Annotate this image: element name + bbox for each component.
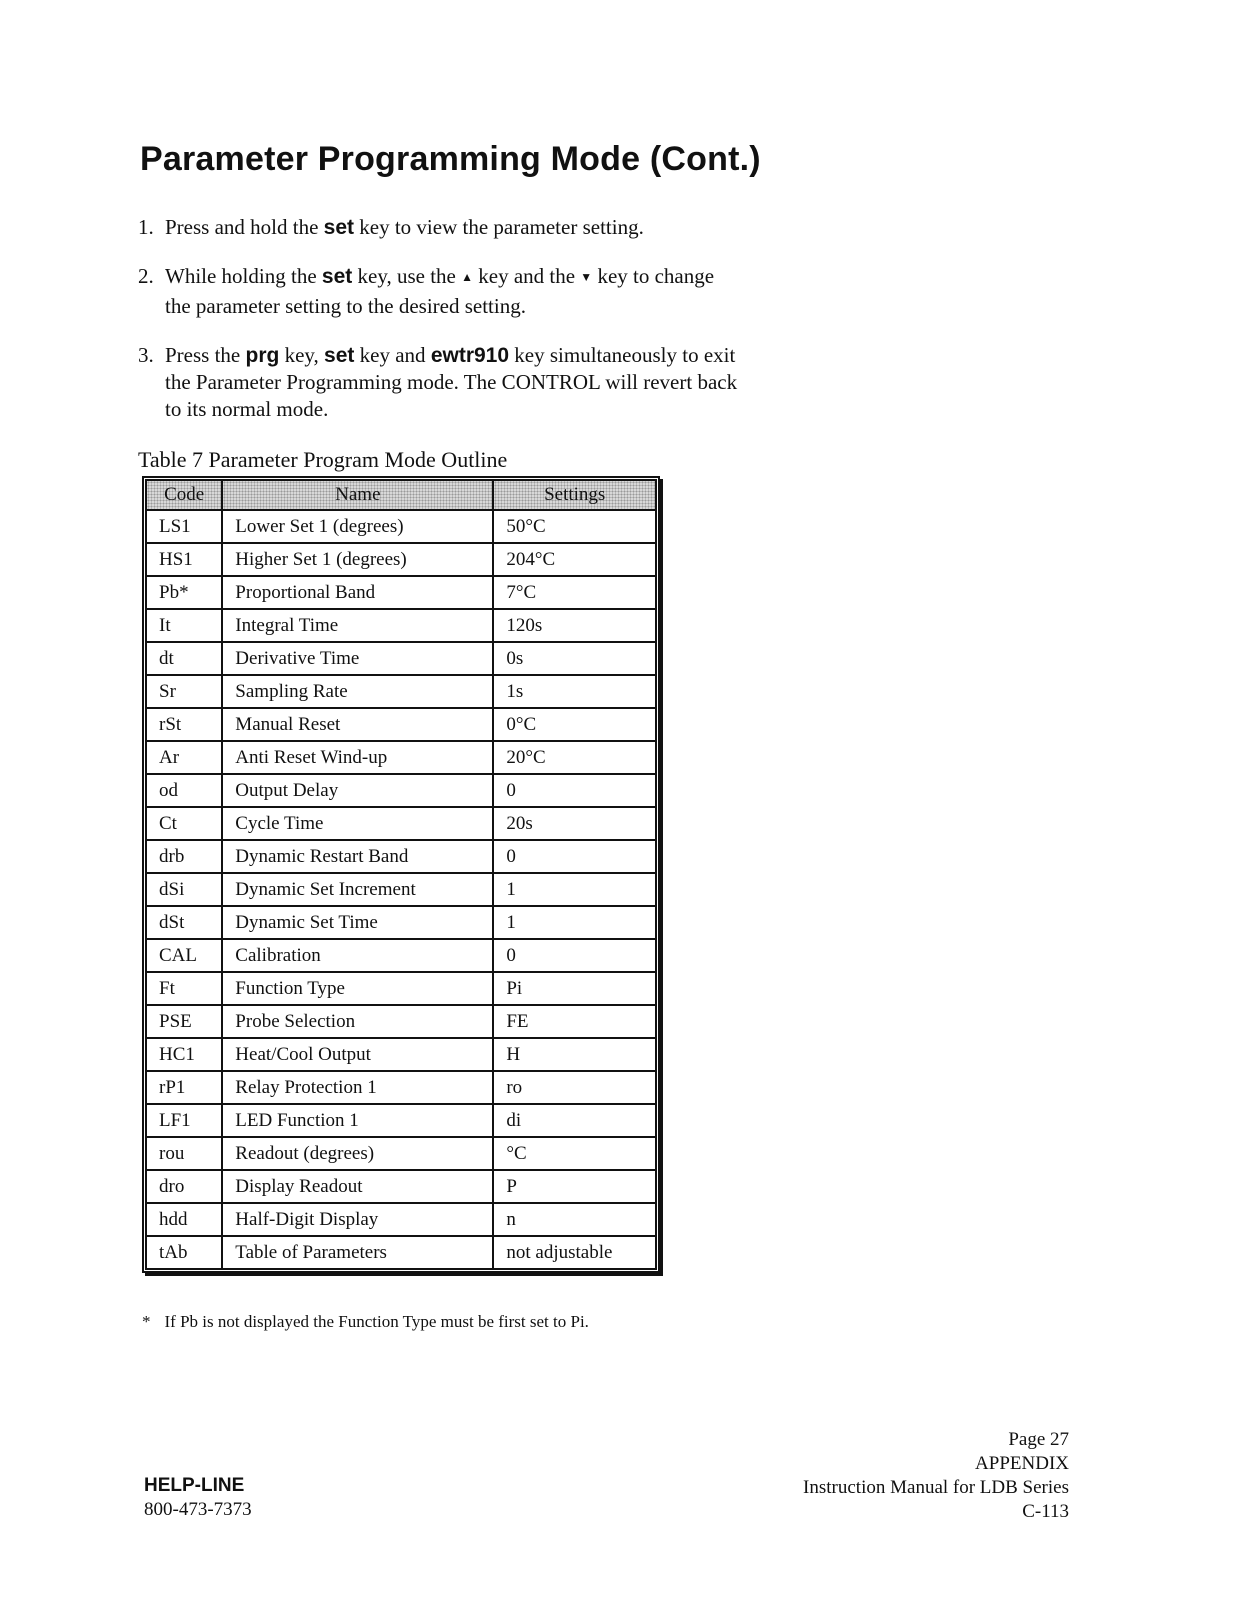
text-run: While holding the bbox=[165, 264, 322, 288]
cell-code: drb bbox=[146, 840, 222, 873]
table-row bbox=[146, 1137, 656, 1170]
cell-name: Function Type bbox=[222, 972, 493, 1005]
cell-code: HS1 bbox=[146, 543, 222, 576]
cell-setting: ro bbox=[493, 1071, 656, 1104]
table-header-row bbox=[146, 480, 656, 510]
down-arrow-icon: ▼ bbox=[580, 270, 593, 284]
section-name: APPENDIX bbox=[975, 1453, 1069, 1474]
cell-name: Heat/Cool Output bbox=[222, 1038, 493, 1071]
cell-setting: °C bbox=[493, 1137, 656, 1170]
table-row bbox=[146, 906, 656, 939]
cell-code: PSE bbox=[146, 1005, 222, 1038]
cell-name: Sampling Rate bbox=[222, 675, 493, 708]
cell-code: LF1 bbox=[146, 1104, 222, 1137]
table-footnote bbox=[142, 1312, 589, 1332]
cell-name: Cycle Time bbox=[222, 807, 493, 840]
cell-code: Sr bbox=[146, 675, 222, 708]
text-run: key, bbox=[279, 343, 325, 367]
header-code: Code bbox=[146, 480, 222, 510]
cell-setting: 0°C bbox=[493, 708, 656, 741]
step-number: 2. bbox=[138, 264, 154, 288]
cell-code: rou bbox=[146, 1137, 222, 1170]
helpline bbox=[144, 1475, 252, 1521]
step-number: 3. bbox=[138, 343, 154, 367]
up-arrow-icon: ▲ bbox=[461, 270, 473, 284]
text-run: key to view the parameter setting. bbox=[354, 215, 644, 239]
text-run: key and bbox=[354, 343, 431, 367]
table-row bbox=[146, 939, 656, 972]
step-text bbox=[165, 263, 738, 320]
step-3 bbox=[138, 342, 738, 423]
cell-setting: FE bbox=[493, 1005, 656, 1038]
table-row bbox=[146, 609, 656, 642]
step-text bbox=[165, 342, 738, 423]
cell-code: rP1 bbox=[146, 1071, 222, 1104]
parameter-table-frame bbox=[142, 476, 660, 1273]
cell-setting: not adjustable bbox=[493, 1236, 656, 1269]
key-name-set: set bbox=[324, 344, 355, 367]
table-row bbox=[146, 1104, 656, 1137]
cell-name: Calibration bbox=[222, 939, 493, 972]
cell-name: Lower Set 1 (degrees) bbox=[222, 510, 493, 543]
key-name-set: set bbox=[321, 265, 353, 288]
cell-name: Derivative Time bbox=[222, 642, 493, 675]
table-row bbox=[146, 576, 656, 609]
cell-setting: 204°C bbox=[493, 543, 656, 576]
cell-setting: 1 bbox=[493, 873, 656, 906]
cell-code: hdd bbox=[146, 1203, 222, 1236]
helpline-phone: 800-473-7373 bbox=[144, 1499, 252, 1520]
table-row bbox=[146, 741, 656, 774]
text-run: key, use the bbox=[352, 264, 462, 288]
table-row bbox=[146, 543, 656, 576]
table-row bbox=[146, 708, 656, 741]
cell-code: Ar bbox=[146, 741, 222, 774]
table-row bbox=[146, 972, 656, 1005]
key-name-ewtr910: ewtr910 bbox=[430, 344, 510, 367]
table-row bbox=[146, 675, 656, 708]
cell-name: Table of Parameters bbox=[222, 1236, 493, 1269]
text-run: key to change the parameter setting to the desired setting. bbox=[165, 264, 715, 318]
cell-code: od bbox=[146, 774, 222, 807]
table-row bbox=[146, 1236, 656, 1269]
page-code: C-113 bbox=[1022, 1501, 1069, 1522]
cell-name: Output Delay bbox=[222, 774, 493, 807]
cell-name: Relay Protection 1 bbox=[222, 1071, 493, 1104]
table-row bbox=[146, 807, 656, 840]
cell-setting: 20s bbox=[493, 807, 656, 840]
cell-code: CAL bbox=[146, 939, 222, 972]
cell-code: tAb bbox=[146, 1236, 222, 1269]
cell-setting: 20°C bbox=[493, 741, 656, 774]
cell-setting: 0 bbox=[493, 939, 656, 972]
table-row bbox=[146, 642, 656, 675]
table-row bbox=[146, 1203, 656, 1236]
cell-code: dSi bbox=[146, 873, 222, 906]
footnote-text: If Pb is not displayed the Function Type must be first set to Pi. bbox=[164, 1312, 589, 1331]
cell-setting: 120s bbox=[493, 609, 656, 642]
cell-name: Half-Digit Display bbox=[222, 1203, 493, 1236]
page-info bbox=[803, 1428, 1069, 1524]
cell-code: HC1 bbox=[146, 1038, 222, 1071]
cell-setting: 0s bbox=[493, 642, 656, 675]
cell-name: Probe Selection bbox=[222, 1005, 493, 1038]
table-row bbox=[146, 1005, 656, 1038]
cell-code: LS1 bbox=[146, 510, 222, 543]
table-row bbox=[146, 1071, 656, 1104]
table-body bbox=[146, 510, 656, 1269]
cell-code: It bbox=[146, 609, 222, 642]
cell-setting: n bbox=[493, 1203, 656, 1236]
cell-code: rSt bbox=[146, 708, 222, 741]
cell-name: Dynamic Set Time bbox=[222, 906, 493, 939]
text-run: Press the bbox=[165, 343, 246, 367]
instruction-steps bbox=[138, 214, 738, 445]
cell-name: Dynamic Restart Band bbox=[222, 840, 493, 873]
cell-name: Anti Reset Wind-up bbox=[222, 741, 493, 774]
cell-setting: 50°C bbox=[493, 510, 656, 543]
table-row bbox=[146, 1170, 656, 1203]
table-row bbox=[146, 873, 656, 906]
cell-setting: 1 bbox=[493, 906, 656, 939]
header-settings: Settings bbox=[493, 480, 656, 510]
step-text bbox=[165, 214, 738, 241]
cell-setting: 0 bbox=[493, 840, 656, 873]
step-1 bbox=[138, 214, 738, 241]
key-name-prg: prg bbox=[245, 344, 280, 367]
cell-name: Dynamic Set Increment bbox=[222, 873, 493, 906]
cell-setting: di bbox=[493, 1104, 656, 1137]
cell-name: Higher Set 1 (degrees) bbox=[222, 543, 493, 576]
cell-code: Ct bbox=[146, 807, 222, 840]
cell-setting: 1s bbox=[493, 675, 656, 708]
cell-name: Proportional Band bbox=[222, 576, 493, 609]
text-run: key simultaneously to exit the Parameter Programming mode. The CONTROL will revert back to its normal mode. bbox=[165, 343, 738, 421]
cell-name: Manual Reset bbox=[222, 708, 493, 741]
cell-setting: H bbox=[493, 1038, 656, 1071]
cell-name: Integral Time bbox=[222, 609, 493, 642]
header-name: Name bbox=[222, 480, 493, 510]
page-number: Page 27 bbox=[1008, 1429, 1069, 1450]
step-2 bbox=[138, 263, 738, 320]
table-row bbox=[146, 1038, 656, 1071]
text-run: key and the bbox=[473, 264, 581, 288]
parameter-table bbox=[145, 479, 657, 1270]
table-caption: Table 7 Parameter Program Mode Outline bbox=[138, 447, 508, 472]
cell-setting: 7°C bbox=[493, 576, 656, 609]
cell-code: dro bbox=[146, 1170, 222, 1203]
cell-code: Ft bbox=[146, 972, 222, 1005]
step-number: 1. bbox=[138, 215, 154, 239]
key-name-set: set bbox=[323, 216, 355, 239]
cell-setting: P bbox=[493, 1170, 656, 1203]
page-title: Parameter Programming Mode (Cont.) bbox=[140, 140, 761, 178]
manual-title: Instruction Manual for LDB Series bbox=[803, 1477, 1069, 1498]
table-row bbox=[146, 840, 656, 873]
table-row bbox=[146, 510, 656, 543]
cell-name: Readout (degrees) bbox=[222, 1137, 493, 1170]
table-row bbox=[146, 774, 656, 807]
cell-setting: Pi bbox=[493, 972, 656, 1005]
cell-name: LED Function 1 bbox=[222, 1104, 493, 1137]
cell-code: Pb* bbox=[146, 576, 222, 609]
cell-setting: 0 bbox=[493, 774, 656, 807]
helpline-label: HELP-LINE bbox=[144, 1475, 245, 1496]
cell-code: dSt bbox=[146, 906, 222, 939]
footnote-mark: * bbox=[142, 1312, 151, 1331]
cell-name: Display Readout bbox=[222, 1170, 493, 1203]
cell-code: dt bbox=[146, 642, 222, 675]
text-run: Press and hold the bbox=[165, 215, 324, 239]
